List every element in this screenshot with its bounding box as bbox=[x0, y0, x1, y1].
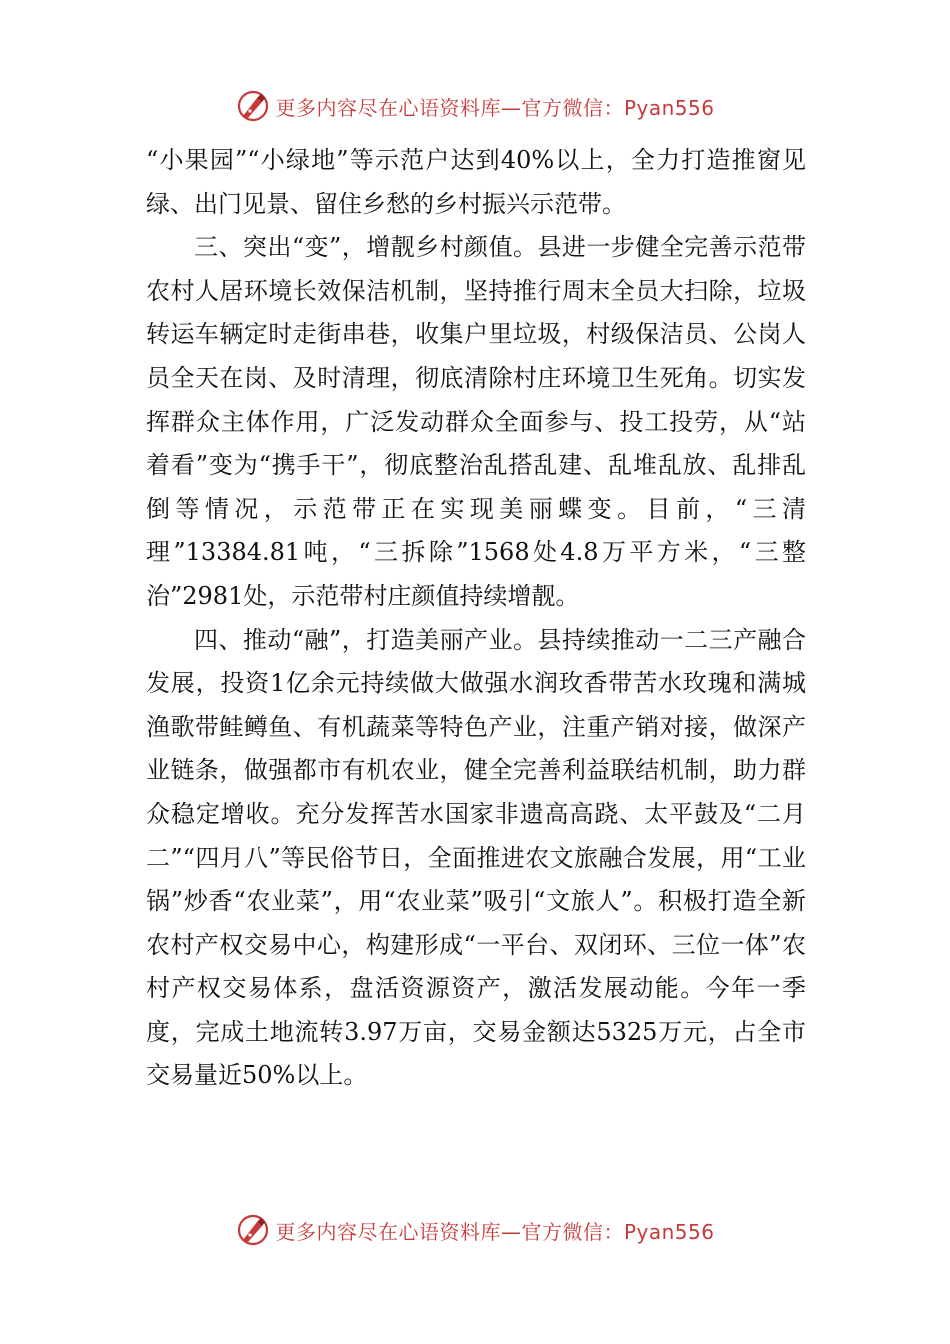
pen-nib-logo-icon bbox=[235, 88, 271, 124]
header-banner bbox=[0, 86, 950, 126]
footer-banner bbox=[0, 1210, 950, 1250]
paragraph-section-four: 四、推动“融”，打造美丽产业。县持续推动一二三产融合发展，投资1亿余元持续做大做强水润玫香带苦水玫瑰和满城渔歌带鲑鳟鱼、有机蔬菜等特色产业，注重产销对接，做深产业链条，做强都市有机农业，健全完善利益联结机制，助力群众稳定增收。充分发挥苦水国家非遗高高跷、太平鼓及“二月二”“四月八”等民俗节日，全面推进农文旅融合发展，用“工业锅”炒香“农业菜”，用“农业菜”吸引“文旅人”。积极打造全新农村产权交易中心，构建形成“一平台、双闭环、三位一体”农村产权交易体系，盘活资源资产，激活发展动能。今年一季度，完成土地流转3.97万亩，交易金额达5325万元，占全市交易量近50%以上。 bbox=[146, 625, 806, 1090]
paragraph-section-three: 三、突出“变”，增靓乡村颜值。县进一步健全完善示范带农村人居环境长效保洁机制，坚持推行周末全员大扫除，垃圾转运车辆定时走街串巷，收集户里垃圾，村级保洁员、公岗人员全天在岗、及时清理，彻底清除村庄环境卫生死角。切实发挥群众主体作用，广泛发动群众全面参与、投工投劳，从“站着看”变为“携手干”，彻底整治乱搭乱建、乱堆乱放、乱排乱倒等情况，示范带正在实现美丽蝶变。目前，“三清理”13384.81吨，“三拆除”1568处4.8万平方米，“三整治”2981处，示范带村庄颜值持续增靓。 bbox=[146, 233, 806, 610]
document-body bbox=[146, 139, 806, 1098]
pen-nib-logo-icon bbox=[235, 1212, 271, 1248]
footer-banner-text: 更多内容尽在心语资料库—官方微信：Pyan556 bbox=[275, 1219, 715, 1244]
header-banner-text: 更多内容尽在心语资料库—官方微信：Pyan556 bbox=[275, 95, 715, 120]
paragraph-continuation: “小果园”“小绿地”等示范户达到40%以上，全力打造推窗见绿、出门见景、留住乡愁的乡村振兴示范带。 bbox=[146, 146, 806, 218]
